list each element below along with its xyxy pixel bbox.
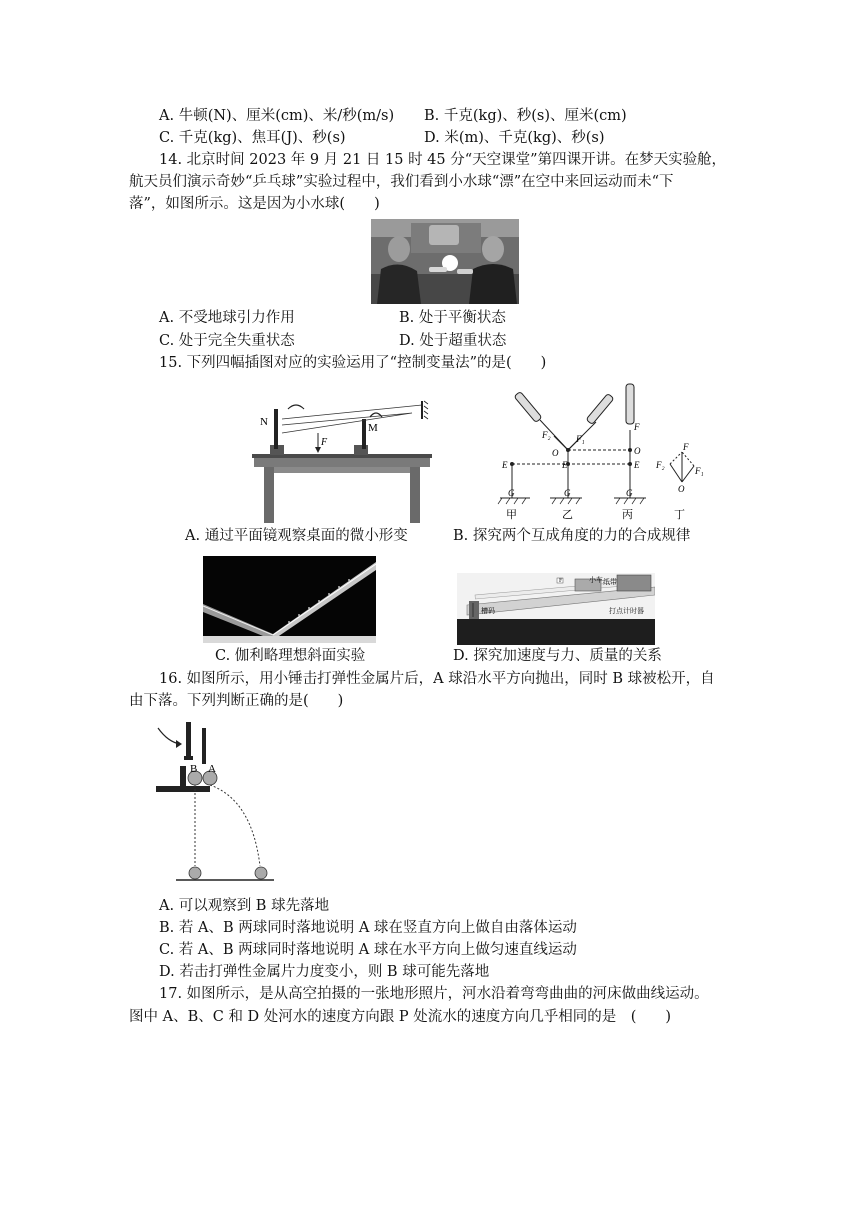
q16-option-c: C. 若 A、B 两球同时落地说明 A 球在水平方向上做匀速直线运动: [159, 942, 577, 958]
q15-caption-c: C. 伽利略理想斜面实验: [215, 648, 366, 664]
q15-caption-d: D. 探究加速度与力、质量的关系: [453, 648, 662, 664]
fig-b-label-g1: G: [508, 488, 515, 498]
fig-b-ding-label-f: F: [683, 442, 689, 452]
q15-caption-b: B. 探究两个互成角度的力的合成规律: [453, 528, 691, 544]
q17-stem-line2: 图中 A、B、C 和 D 处河水的速度方向跟 P 处流水的速度方向几乎相同的是 ( ): [129, 1009, 672, 1025]
q15-stem: 15. 下列四幅插图对应的实验运用了“控制变量法”的是( ): [159, 355, 547, 371]
q17-stem-line1: 17. 如图所示，是从高空拍摄的一张地形照片，河水沿着弯弯曲曲的河床做曲线运动。: [159, 986, 709, 1002]
q14-option-a: A. 不受地球引力作用: [159, 310, 295, 326]
q14-option-b: B. 处于平衡状态: [399, 310, 506, 326]
q16-stem-line1: 16. 如图所示，用小锤击打弹性金属片后，A 球沿水平方向抛出，同时 B 球被松开，自: [159, 671, 715, 687]
q15-figure-c-inclined-planes-photo: [203, 556, 376, 643]
fig-b-label-e2: E: [562, 460, 568, 470]
q14-stem-line2: 航天员们演示奇妙“乒乓球”实验过程中，我们看到小水球“漂”在空中来回运动而未“下: [129, 174, 674, 190]
fig-d-label-tape: 纸带: [603, 578, 617, 586]
q14-option-c: C. 处于完全失重状态: [159, 333, 295, 349]
fig-b-ding-label-f1: F₁: [695, 466, 704, 476]
q16-option-b: B. 若 A、B 两球同时落地说明 A 球在竖直方向上做自由落体运动: [159, 920, 577, 936]
fig-b-label-ding: 丁: [674, 509, 685, 521]
q14-space-photo: [371, 219, 519, 304]
q15-caption-a: A. 通过平面镜观察桌面的微小形变: [185, 528, 408, 544]
fig-b-label-g3: G: [626, 488, 633, 498]
fig-b-label-o: O: [552, 448, 559, 458]
fig-b-label-e3: E: [634, 460, 640, 470]
q14-stem-line1: 14. 北京时间 2023 年 9 月 21 日 15 时 45 分“天空课堂”第四课开讲。在梦天实验舱，: [159, 152, 727, 168]
q13-option-a: A. 牛顿(N)、厘米(cm)、米/秒(m/s): [159, 108, 395, 124]
fig-d-label-f: F: [559, 578, 563, 584]
fig-d-label-car: 小车: [589, 576, 603, 584]
q16-stem-line2: 由下落。下列判断正确的是( ): [129, 693, 344, 709]
q15-figure-a-mirror-setup: [252, 395, 432, 525]
fig-d-label-weight: 槽码: [481, 607, 495, 615]
fig-b-ding-label-f2: F₂: [656, 460, 665, 470]
fig-16-label-a: A: [208, 763, 216, 775]
q14-stem-line3: 落”，如图所示。这是因为小水球( ): [129, 196, 380, 212]
q16-option-d: D. 若击打弹性金属片力度变小，则 B 球可能先落地: [159, 964, 490, 980]
fig-d-label-timer: 打点计时器: [609, 607, 644, 615]
q15-figure-b-force-composition: [496, 380, 708, 524]
fig-b-label-g2: G: [564, 488, 571, 498]
fig-a-label-f: F: [321, 437, 328, 448]
fig-b-label-o2: O: [634, 446, 641, 456]
fig-b-label-f1: F₁: [576, 434, 585, 444]
fig-b-label-f2: F₂: [542, 430, 551, 440]
fig-b-label-jia: 甲: [506, 509, 517, 521]
fig-b-ding-label-o: O: [678, 484, 685, 494]
q13-option-d: D. 米(m)、千克(kg)、秒(s): [424, 130, 605, 146]
q16-figure-projectile-apparatus: [150, 718, 276, 884]
fig-b-label-bing: 丙: [622, 509, 633, 521]
fig-b-label-e1: E: [502, 460, 508, 470]
q14-option-d: D. 处于超重状态: [399, 333, 507, 349]
q16-option-a: A. 可以观察到 B 球先落地: [159, 898, 330, 914]
fig-a-label-m: M: [368, 422, 378, 434]
fig-b-label-f: F: [634, 422, 640, 432]
q15-figure-d-cart-timer-photo: [457, 573, 655, 645]
q13-option-b: B. 千克(kg)、秒(s)、厘米(cm): [424, 108, 627, 124]
fig-b-label-yi: 乙: [562, 509, 573, 521]
fig-a-label-n: N: [260, 416, 268, 428]
fig-16-label-b: B: [190, 763, 198, 775]
q13-option-c: C. 千克(kg)、焦耳(J)、秒(s): [159, 130, 346, 146]
